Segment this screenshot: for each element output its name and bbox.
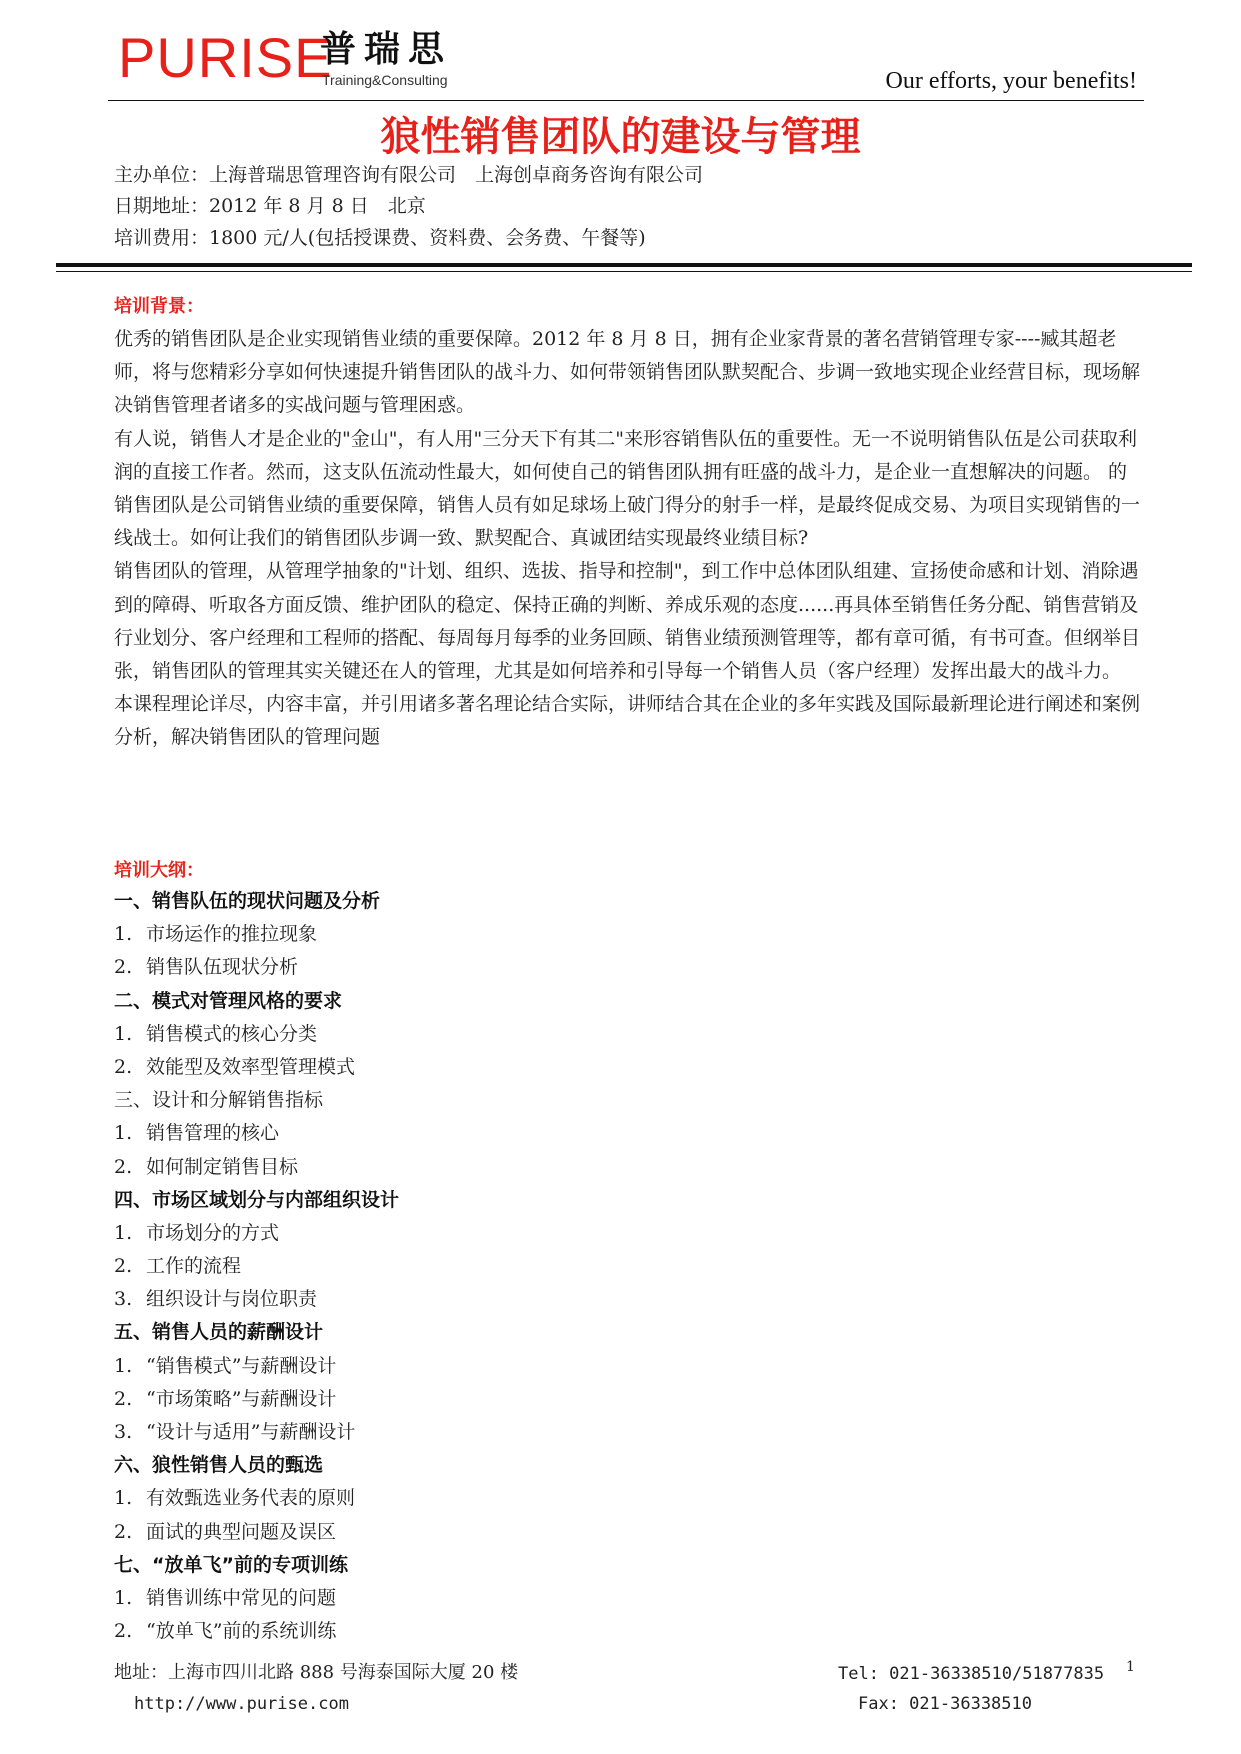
header-divider — [108, 100, 1144, 101]
outline-item-text: 销售训练中常见的问题 — [146, 1586, 337, 1609]
section-divider-thick — [56, 263, 1192, 267]
outline-item-text: 组织设计与岗位职责 — [146, 1288, 318, 1311]
background-paragraph: 销售团队的管理，从管理学抽象的"计划、组织、选拔、指导和控制"，到工作中总体团队组建、宣扬使命感和计划、消除遇到的障碍、听取各方面反馈、维护团队的稳定、保持正确的判断、养成乐观的态度......再具体至销售任务分配、销售营销及行业划分、客户经理和工程师的搭配、每周每月每季的业务回顾、销售业绩预测管理等，都有章可循，有书可查。但纲举目张，销售团队的管理其实关键还在人的管理，尤其是如何培养和引导每一个销售人员（客户经理）发挥出最大的战斗力。 — [114, 560, 1141, 683]
outline-item-text: 面试的典型问题及误区 — [146, 1520, 337, 1543]
outline-item-number: 2. — [114, 1055, 133, 1078]
footer-address: 地址：上海市四川北路 888 号海泰国际大厦 20 楼 — [114, 1662, 519, 1683]
outline-item-number: 2. — [114, 1255, 133, 1278]
outline-item-text: “设计与适用”与薪酬设计 — [146, 1421, 356, 1443]
outline-item-number: 2. — [114, 956, 133, 979]
outline-section-heading: 七、“放单飞”前的专项训练 — [114, 1553, 348, 1576]
outline-item-text: “市场策略”与薪酬设计 — [146, 1387, 337, 1410]
outline-item — [114, 951, 1114, 984]
outline-item — [114, 918, 1114, 951]
outline-section-heading: 二、模式对管理风格的要求 — [114, 989, 343, 1012]
outline-list — [114, 885, 1114, 1648]
outline-item-number: 2. — [114, 1155, 133, 1178]
logo-chinese: 普瑞思 — [320, 28, 453, 70]
outline-item-text: 销售模式的核心分类 — [146, 1022, 318, 1045]
outline-section-heading: 四、市场区域划分与内部组织设计 — [114, 1188, 400, 1211]
outline-item-number: 3. — [114, 1288, 133, 1311]
outline-item-number: 2. — [114, 1520, 133, 1543]
slogan: Our efforts, your benefits! — [885, 68, 1137, 94]
outline-item-number: 1. — [114, 1122, 133, 1145]
outline-item-number: 1. — [114, 1221, 133, 1244]
background-heading: 培训背景： — [114, 296, 204, 317]
organizer-line: 主办单位：上海普瑞思管理咨询有限公司 上海创卓商务咨询有限公司 — [114, 164, 704, 186]
outline-section-heading: 六、狼性销售人员的甄选 — [114, 1454, 324, 1477]
outline-item-text: 效能型及效率型管理模式 — [146, 1055, 356, 1078]
page-number: 1 — [1126, 1659, 1135, 1675]
logo-subtitle: Training&Consulting — [322, 72, 448, 88]
background-paragraph: 本课程理论详尽，内容丰富，并引用诸多著名理论结合实际，讲师结合其在企业的多年实践及国际最新理论进行阐述和案例分析，解决销售团队的管理问题 — [114, 693, 1141, 749]
outline-heading: 培训大纲： — [114, 860, 204, 881]
outline-item — [114, 1151, 1114, 1184]
outline-item — [114, 1416, 1114, 1449]
outline-item-text: 市场运作的推拉现象 — [146, 923, 318, 946]
document-title: 狼性销售团队的建设与管理 — [380, 114, 861, 160]
outline-item — [114, 1383, 1114, 1416]
footer-tel: Tel: 021-36338510/51877835 — [838, 1664, 1105, 1684]
outline-item — [114, 1018, 1114, 1051]
outline-item-number: 3. — [114, 1421, 133, 1443]
outline-item-text: 市场划分的方式 — [146, 1221, 280, 1244]
section-divider-thin — [56, 271, 1192, 272]
outline-item-text: 工作的流程 — [146, 1255, 242, 1278]
outline-section-heading: 三、设计和分解销售指标 — [114, 1089, 324, 1112]
outline-section-heading: 一、销售队伍的现状问题及分析 — [114, 890, 381, 912]
logo-english: PURISE — [118, 26, 333, 89]
outline-item-number: 1. — [114, 1022, 133, 1045]
outline-item — [114, 1582, 1114, 1615]
outline-item — [114, 1482, 1114, 1515]
outline-item-text: 有效甄选业务代表的原则 — [146, 1487, 356, 1510]
outline-item-text: “销售模式”与薪酬设计 — [146, 1354, 337, 1377]
outline-item-number: 1. — [114, 923, 133, 946]
background-body — [114, 323, 1144, 755]
outline-item — [114, 1217, 1114, 1250]
outline-item-number: 1. — [114, 1586, 133, 1609]
outline-item-number: 1. — [114, 1487, 133, 1510]
outline-item — [114, 1117, 1114, 1150]
outline-item — [114, 1051, 1114, 1084]
background-paragraph: 有人说，销售人才是企业的"金山"，有人用"三分天下有其二"来形容销售队伍的重要性。无一不说明销售队伍是公司获取利润的直接工作者。然而，这支队伍流动性最大，如何使自己的销售团队拥有旺盛的战斗力，是企业一直想解决的问题。 的销售团队是公司销售业绩的重要保障，销售人员有如足球场上破门得分的射手一样，是最终促成交易、为项目实现销售的一线战士。如何让我们的销售团队步调一致、默契配合、真诚团结实现最终业绩目标? — [114, 427, 1141, 550]
outline-item-text: 销售管理的核心 — [146, 1122, 280, 1145]
outline-item — [114, 1516, 1114, 1549]
outline-item — [114, 1615, 1114, 1648]
outline-item — [114, 1283, 1114, 1316]
outline-item-text: 如何制定销售目标 — [146, 1155, 299, 1178]
outline-section-heading: 五、销售人员的薪酬设计 — [114, 1321, 324, 1344]
outline-item-number: 2. — [114, 1620, 133, 1643]
outline-item — [114, 1250, 1114, 1283]
date-place-line: 日期地址：2012 年 8 月 8 日 北京 — [114, 195, 426, 217]
footer-fax: Fax: 021-36338510 — [858, 1694, 1032, 1714]
outline-item-text: 销售队伍现状分析 — [146, 956, 299, 979]
outline-item-number: 1. — [114, 1354, 133, 1377]
outline-item-text: “放单飞”前的系统训练 — [146, 1620, 337, 1643]
fee-line: 培训费用：1800 元/人(包括授课费、资料费、会务费、午餐等) — [114, 227, 646, 249]
footer-website: http://www.purise.com — [134, 1694, 349, 1714]
outline-item-number: 2. — [114, 1387, 133, 1410]
background-paragraph: 优秀的销售团队是企业实现销售业绩的重要保障。2012 年 8 月 8 日，拥有企业家背景的著名营销管理专家----臧其超老师，将与您精彩分享如何快速提升销售团队的战斗力、如何带领销售团队默契配合、步调一致地实现企业经营目标，现场解决销售管理者诸多的实战问题与管理困惑。 — [114, 328, 1141, 417]
outline-item — [114, 1350, 1114, 1383]
